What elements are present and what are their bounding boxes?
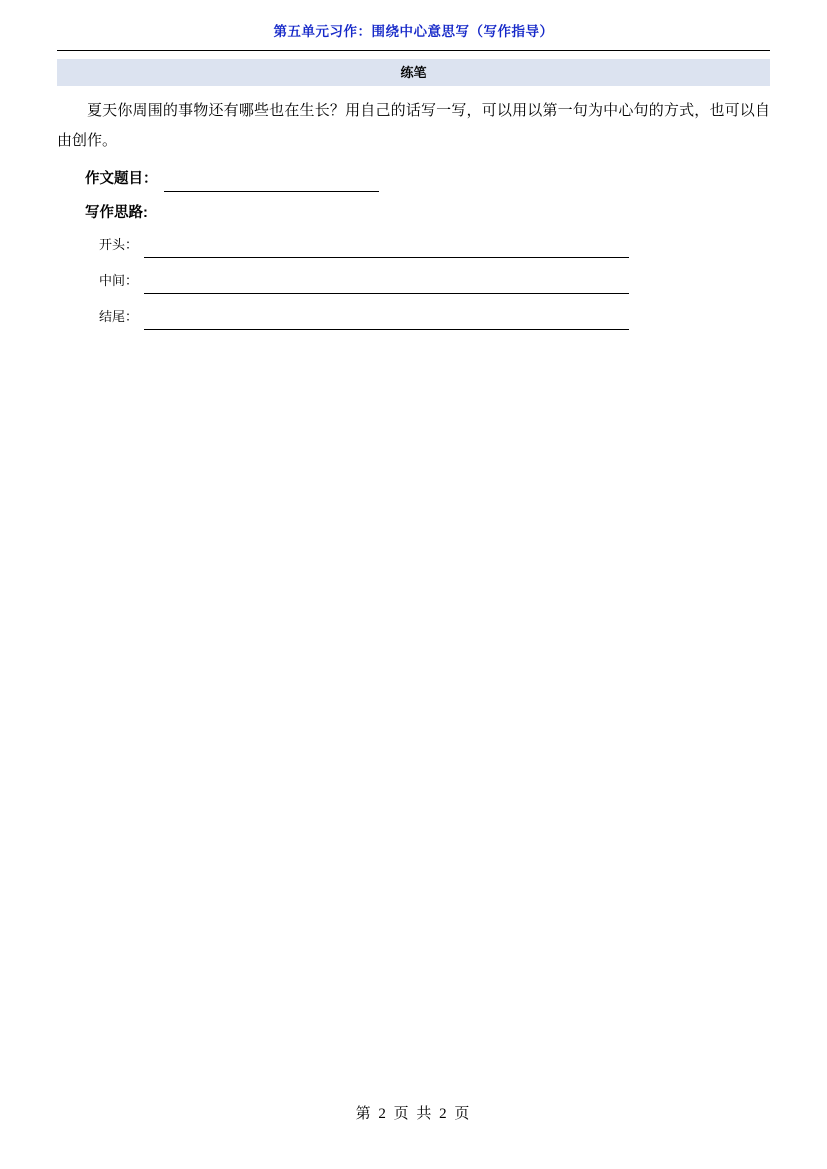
step-input-beginning[interactable]	[144, 237, 629, 258]
essay-title-input[interactable]	[164, 171, 379, 192]
step-label-ending: 结尾：	[99, 309, 139, 324]
writing-approach-row	[85, 200, 770, 226]
writing-fields	[57, 166, 770, 330]
writing-approach-label: 写作思路:	[85, 205, 148, 221]
step-row-beginning	[99, 232, 770, 258]
step-input-ending[interactable]	[144, 309, 629, 330]
essay-title-row	[85, 166, 770, 192]
header-divider	[57, 50, 770, 51]
step-label-middle: 中间：	[99, 273, 139, 288]
section-band: 练笔	[57, 59, 770, 86]
step-input-middle[interactable]	[144, 273, 629, 294]
writing-steps	[85, 232, 770, 330]
step-row-ending	[99, 304, 770, 330]
prompt-paragraph: 夏天你周围的事物还有哪些也在生长？用自己的话写一写，可以用以第一句为中心句的方式，也可以自由创作。	[57, 103, 770, 149]
page-title: 第五单元习作：围绕中心意思写（写作指导）	[273, 24, 554, 39]
step-label-beginning: 开头：	[99, 237, 139, 252]
page-footer: 第 2 页 共 2 页	[355, 1106, 472, 1122]
essay-title-label: 作文题目：	[85, 171, 158, 187]
step-row-middle	[99, 268, 770, 294]
